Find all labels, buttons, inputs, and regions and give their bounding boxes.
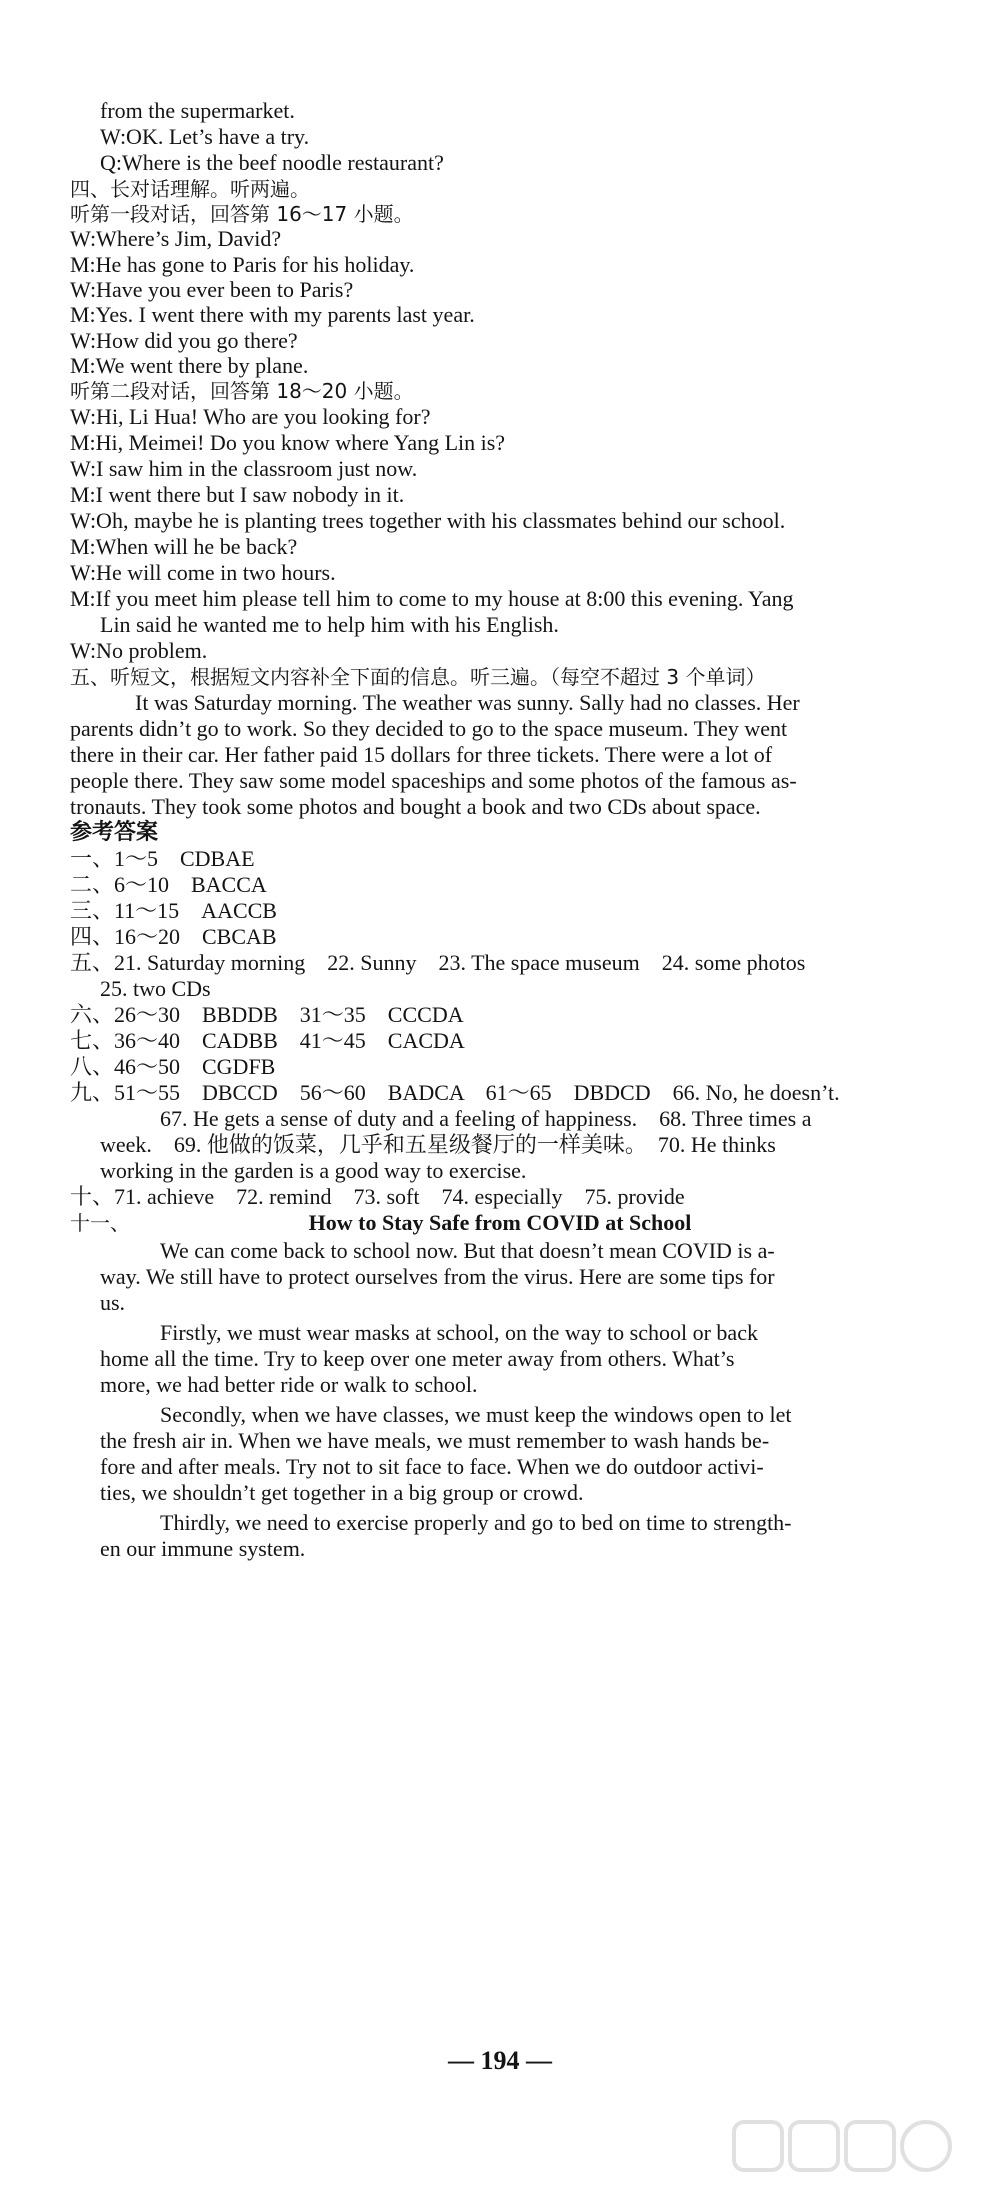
section-heading: 五、听短文，根据短文内容补全下面的信息。听三遍。（每空不超过 3 个单词） [70, 665, 766, 689]
answer-line: week. 69. 他做的饭菜，几乎和五星级餐厅的一样美味。 70. He thinks [100, 1132, 776, 1157]
answer-line: 九、51～55 DBCCD 56～60 BADCA 61～65 DBDCD 66. No, he doesn’t. [70, 1080, 840, 1105]
answer-line: 二、6～10 BACCA [70, 872, 267, 897]
transcript-line: M:I went there but I saw nobody in it. [70, 482, 405, 507]
answer-line: 三、11～15 AACCB [70, 898, 277, 923]
essay-line: Firstly, we must wear masks at school, on the way to school or back [160, 1320, 758, 1345]
passage-line: there in their car. Her father paid 15 dollars for three tickets. There were a lot of [70, 742, 773, 767]
answer-line: 五、21. Saturday morning 22. Sunny 23. The space museum 24. some photos [70, 950, 806, 975]
transcript-line: W:I saw him in the classroom just now. [70, 456, 418, 481]
transcript-line: W:Hi, Li Hua! Who are you looking for? [70, 404, 431, 429]
transcript-line: M:We went there by plane. [70, 353, 309, 378]
answer-line: 八、46～50 CGDFB [70, 1054, 276, 1079]
essay-line: way. We still have to protect ourselves from the virus. Here are some tips for [100, 1264, 775, 1289]
essay-title: How to Stay Safe from COVID at School [308, 1210, 692, 1235]
answers-heading: 参考答案 [70, 820, 159, 845]
answer-line: 七、36～40 CADBB 41～45 CACDA [70, 1028, 465, 1053]
answer-line: working in the garden is a good way to exercise. [100, 1158, 527, 1183]
answer-line: 十、71. achieve 72. remind 73. soft 74. especially 75. provide [70, 1184, 685, 1209]
essay-line: Thirdly, we need to exercise properly and go to bed on time to strength- [160, 1510, 792, 1535]
watermark-logo [730, 2114, 990, 2184]
section-label: 十一、 [70, 1211, 130, 1235]
transcript-line: M:Yes. I went there with my parents last year. [70, 302, 475, 327]
passage-line: parents didn’t go to work. So they decided to go to the space museum. They went [70, 716, 788, 741]
essay-line: ties, we shouldn’t get together in a big group or crowd. [100, 1480, 584, 1505]
section-instruction: 听第二段对话，回答第 18～20 小题。 [70, 379, 414, 403]
transcript-line: Q:Where is the beef noodle restaurant? [100, 150, 444, 175]
transcript-line: W:How did you go there? [70, 328, 298, 353]
answer-line: 67. He gets a sense of duty and a feeling of happiness. 68. Three times a [160, 1106, 812, 1131]
passage-line: people there. They saw some model spaceships and some photos of the famous as- [70, 768, 797, 793]
answer-line: 六、26～30 BBDDB 31～35 CCCDA [70, 1002, 464, 1027]
page-number: — 194 — [448, 2046, 552, 2075]
transcript-line: W:He will come in two hours. [70, 560, 336, 585]
transcript-line: from the supermarket. [100, 98, 295, 123]
transcript-line: W:Where’s Jim, David? [70, 226, 282, 251]
essay-line: We can come back to school now. But that doesn’t mean COVID is a- [160, 1238, 775, 1263]
essay-line: Secondly, when we have classes, we must keep the windows open to let [160, 1402, 792, 1427]
section-instruction: 听第一段对话，回答第 16～17 小题。 [70, 202, 414, 226]
passage-line: It was Saturday morning. The weather was sunny. Sally had no classes. Her [135, 690, 800, 715]
transcript-line: M:Hi, Meimei! Do you know where Yang Lin is? [70, 430, 506, 455]
essay-line: us. [100, 1290, 126, 1315]
transcript-line: W:OK. Let’s have a try. [100, 124, 310, 149]
section-heading: 四、长对话理解。听两遍。 [70, 177, 310, 201]
essay-line: more, we had better ride or walk to school. [100, 1372, 478, 1397]
essay-line: fore and after meals. Try not to sit face to face. When we do outdoor activi- [100, 1454, 764, 1479]
transcript-line: W:Have you ever been to Paris? [70, 277, 354, 302]
essay-line: the fresh air in. When we have meals, we must remember to wash hands be- [100, 1428, 770, 1453]
answer-line: 一、1～5 CDBAE [70, 846, 255, 871]
essay-line: en our immune system. [100, 1536, 306, 1561]
answer-line: 25. two CDs [100, 976, 211, 1001]
transcript-line: W:Oh, maybe he is planting trees together with his classmates behind our school. [70, 508, 786, 533]
transcript-line: M:If you meet him please tell him to come to my house at 8:00 this evening. Yang [70, 586, 794, 611]
transcript-line: M:When will he be back? [70, 534, 298, 559]
passage-line: tronauts. They took some photos and bought a book and two CDs about space. [70, 794, 761, 819]
transcript-line: Lin said he wanted me to help him with his English. [100, 612, 559, 637]
transcript-line: W:No problem. [70, 638, 208, 663]
essay-line: home all the time. Try to keep over one meter away from others. What’s [100, 1346, 735, 1371]
answer-line: 四、16～20 CBCAB [70, 924, 277, 949]
transcript-line: M:He has gone to Paris for his holiday. [70, 252, 415, 277]
